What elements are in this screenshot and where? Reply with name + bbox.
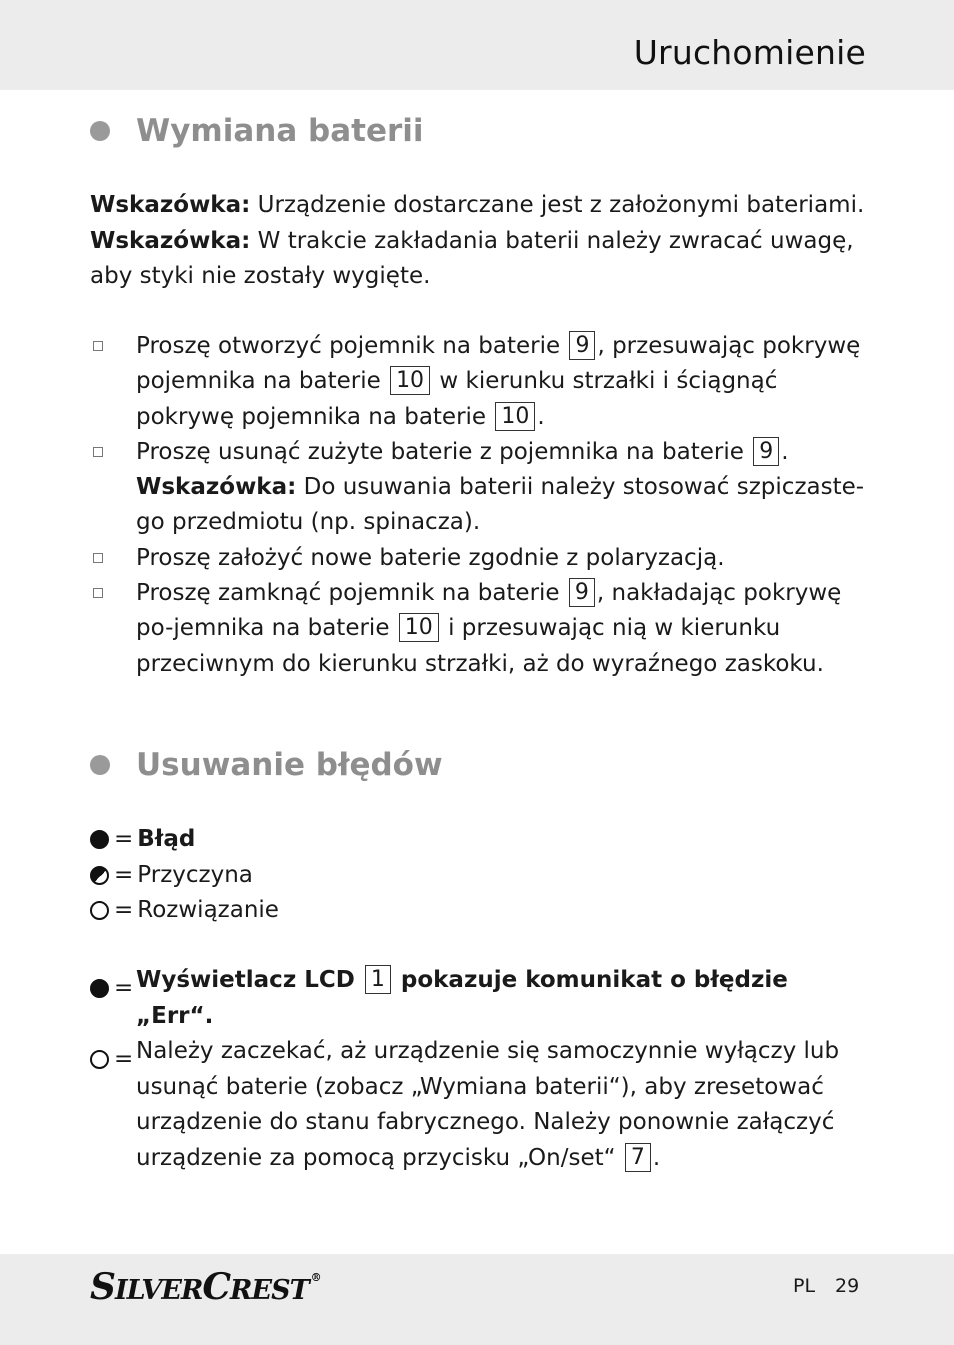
- checkbox-icon: [93, 447, 103, 457]
- solution-lead: [90, 1042, 137, 1078]
- step-text: Proszę usunąć zużyte baterie z pojemnika na baterie: [136, 438, 752, 465]
- symbol-legend: [90, 822, 279, 929]
- note-paragraph: [90, 188, 870, 224]
- equals-sign: =: [114, 975, 134, 1001]
- equals-sign: =: [114, 826, 134, 852]
- language-code: PL: [793, 1275, 816, 1297]
- note-label: Wskazówka:: [90, 227, 251, 254]
- legend-row-solution: [90, 893, 279, 929]
- note-text: W trakcie zakładania baterii należy zwracać uwagę, aby styki nie zostały wygięte.: [90, 227, 854, 289]
- part-ref: 7: [625, 1143, 651, 1172]
- error-text: Wyświetlacz LCD: [136, 967, 363, 993]
- part-ref: 10: [399, 613, 439, 642]
- section-title-troubleshooting: [90, 747, 443, 783]
- logo-letters: ILVER: [115, 1275, 203, 1306]
- list-item: [90, 329, 870, 435]
- error-entry: [90, 963, 870, 1176]
- solution-text: .: [652, 1144, 661, 1171]
- brand-logo: [90, 1266, 321, 1308]
- page-header-title: Uruchomienie: [633, 33, 866, 72]
- step-text: Proszę zamknąć pojemnik na baterie: [136, 580, 567, 607]
- part-ref: 9: [569, 331, 595, 360]
- filled-circle-icon: [90, 830, 109, 849]
- legend-error-label: Błąd: [137, 826, 196, 852]
- step-text: , przesuwając pokrywę pojemnika na baterie: [136, 333, 861, 395]
- equals-sign: =: [114, 1046, 134, 1072]
- legend-row-error: [90, 822, 279, 858]
- logo-letters: REST: [230, 1275, 309, 1306]
- error-row: [90, 963, 870, 1034]
- note-text: Urządzenie dostarczane jest z założonymi bateriami.: [250, 192, 865, 218]
- checkbox-icon: [93, 341, 103, 351]
- half-circle-icon: [90, 866, 109, 885]
- section-title-text: Usuwanie błędów: [136, 747, 443, 783]
- legend-solution-label: Rozwiązanie: [137, 897, 279, 923]
- logo-letter: C: [202, 1266, 231, 1308]
- note-paragraph: [90, 224, 870, 295]
- list-item: [90, 576, 870, 682]
- open-circle-icon: [90, 1050, 109, 1069]
- error-lead: [90, 971, 137, 1007]
- error-text: pokazuje komunikat o błędzie „Err“.: [136, 967, 788, 1029]
- battery-notes: [90, 188, 870, 295]
- page-number: 29: [835, 1275, 860, 1297]
- step-text: .: [537, 403, 545, 430]
- list-item: [90, 541, 870, 576]
- legend-row-cause: [90, 858, 279, 894]
- part-ref: 9: [569, 578, 595, 607]
- step-text: , nakładając pokrywę po-jemnika na baterie: [136, 580, 842, 642]
- note-text: Do usuwania baterii należy stosować szpiczaste-go przedmiotu (np. spinacza).: [136, 474, 865, 536]
- note-label: Wskazówka:: [90, 192, 251, 218]
- registered-mark: ®: [310, 1271, 321, 1284]
- step-text: Proszę otworzyć pojemnik na baterie: [136, 333, 568, 359]
- note-label: Wskazówka:: [136, 474, 297, 501]
- solution-row: [90, 1034, 870, 1176]
- battery-steps-list: [90, 329, 870, 682]
- part-ref: 1: [365, 965, 391, 994]
- part-ref: 10: [495, 402, 535, 431]
- solution-text: Należy zaczekać, aż urządzenie się samoczynnie wyłączy lub usunąć baterie (zobacz „Wymiana baterii“), aby zresetować urządzenie do stanu fabrycznego. Należy ponownie załączyć urządzenie za pomocą przycisku „On/set“: [136, 1038, 840, 1171]
- checkbox-icon: [93, 588, 103, 598]
- checkbox-icon: [93, 553, 103, 563]
- part-ref: 9: [753, 437, 779, 466]
- equals-sign: =: [114, 861, 134, 888]
- step-text: w kierunku strzałki i ściągnąć pokrywę pojemnika na baterie: [136, 368, 778, 430]
- section-bullet-icon: [90, 121, 110, 141]
- step-text: Proszę założyć nowe baterie zgodnie z polaryzacją.: [136, 544, 725, 571]
- list-item: [90, 435, 870, 541]
- section-title-battery: [90, 113, 424, 149]
- open-circle-icon: [90, 901, 109, 920]
- logo-letter: S: [90, 1266, 115, 1308]
- step-text: .: [781, 438, 789, 465]
- section-bullet-icon: [90, 755, 110, 775]
- step-text: i przesuwając nią w kierunku przeciwnym do kierunku strzałki, aż do wyraźnego zaskoku.: [136, 615, 824, 677]
- part-ref: 10: [390, 366, 430, 395]
- equals-sign: =: [114, 897, 134, 923]
- filled-circle-icon: [90, 979, 109, 998]
- legend-cause-label: Przyczyna: [137, 861, 253, 888]
- section-title-text: Wymiana baterii: [136, 113, 424, 149]
